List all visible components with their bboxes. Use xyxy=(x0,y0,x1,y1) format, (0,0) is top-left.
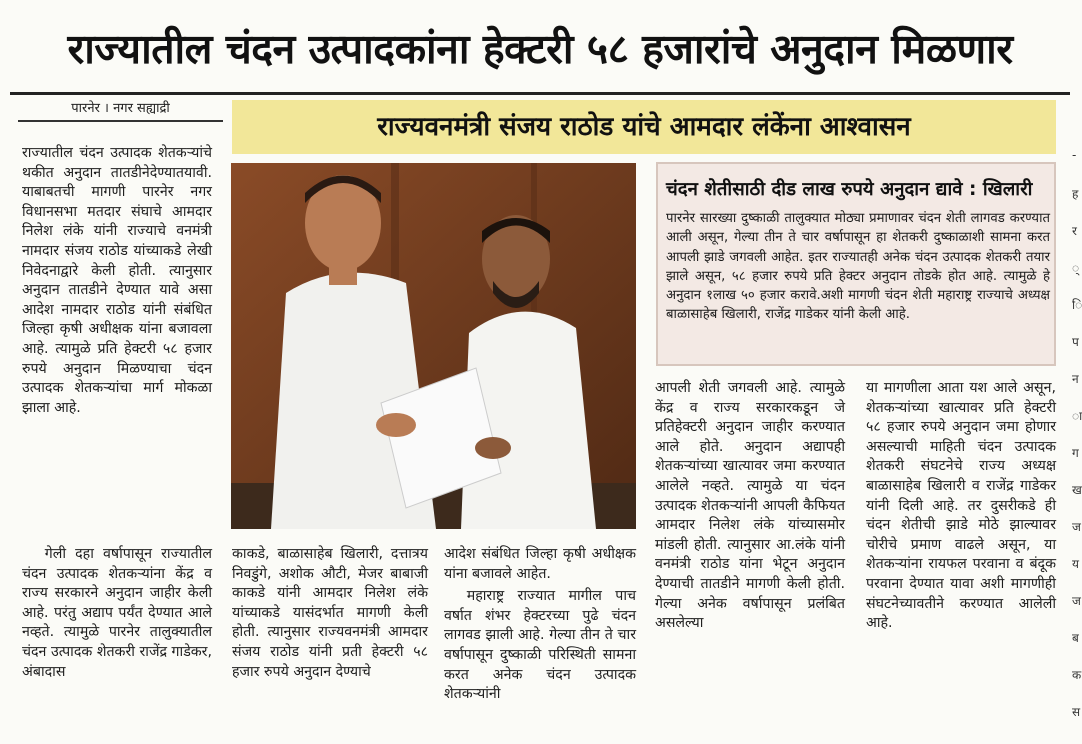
edge-fragment: स xyxy=(1072,705,1081,719)
sidebox-title: चंदन शेतीसाठी दीड लाख रुपये अनुदान द्यावे : खिलारी xyxy=(666,179,1033,200)
paragraph: राज्यातील चंदन उत्पादक शेतकऱ्यांचे थकीत अनुदान तातडीनेदेण्यातयावी. याबाबतची मागणी पारनेर नगर विधानसभा मतदार संघाचे आमदार निलेश लंके यांनी राज्याचे वनमंत्री नामदार संजय राठोड यांच्याकडे लेखी निवेदनाद्वारे केली होती. त्यानुसार अनुदान तातडीने देण्यात यावे असा आदेश नामदार राठोड यांनी संबंधित जिल्हा कृषी अधीक्षक यांना बजावला आहे. त्यामुळे प्रति हेक्टरी ५८ हजार रुपये अनुदान मिळण्याचा चंदन उत्पादक शेतकऱ्यांचा मार्ग मोकळा झाला आहे. xyxy=(22,145,212,416)
adjacent-article-edge xyxy=(1066,120,1080,744)
article-column-4 xyxy=(655,379,845,634)
photo-illustration xyxy=(231,163,636,529)
article-column-2 xyxy=(232,545,428,682)
article-column-1-continued xyxy=(22,542,212,682)
sidebox-body: पारनेर सारख्या दुष्काळी तालुक्यात मोठ्या प्रमाणावर चंदन शेती लागवड करण्यात आली असून, गेल्या तीन ते चार वर्षापासून हा शेतकरी दुष्काळाशी सामना करत आपली झाडे जगवली आहेत. इतर राज्यातही अनेक चंदन उत्पादक शेतकरी तयार झाले असून, ५८ हजार रुपये प्रति हेक्टर अनुदान तोडके होत आहे. त्यामुळे हे अनुदान १लाख ५० हजार करावे.अशी मागणी चंदन शेती महाराष्ट्र राज्याचे अध्यक्ष बाळासाहेब खिलारी, राजेंद्र गाडेकर यांनी केली आहे. xyxy=(666,211,1050,323)
edge-fragment: य xyxy=(1072,557,1079,571)
paragraph: महाराष्ट्र राज्यात मागील पाच वर्षात शंभर हेक्टरच्या पुढे चंदन लागवड झाली आहे. गेल्या तीन ते चार वर्षापासून दुष्काळी परिस्थिती सामना करत अनेक चंदन उत्पादक शेतकऱ्यांनी xyxy=(444,588,636,703)
byline-rule xyxy=(18,120,223,122)
edge-fragment: न xyxy=(1072,372,1079,386)
news-photo xyxy=(231,163,636,529)
article-column-1 xyxy=(22,144,212,418)
edge-fragment: ख xyxy=(1072,483,1082,497)
edge-fragment: ा xyxy=(1072,409,1082,423)
article-column-5 xyxy=(866,379,1056,634)
edge-fragment: ग xyxy=(1072,446,1079,460)
subheadline: राज्यवनमंत्री संजय राठोड यांचे आमदार लंकेंना आश्वासन xyxy=(232,100,1056,154)
paragraph: गेली दहा वर्षापासून राज्यातील चंदन उत्पादक शेतकऱ्यांना केंद्र व राज्य सरकारने अनुदान जाहीर केली आहे. परंतु अद्याप पर्यंत देण्यात आले नव्हते. त्यामुळे पारनेर तालुक्यातील चंदन उत्पादक शेतकरी राजेंद्र गाडेकर, अंबादास xyxy=(22,546,212,680)
headline: राज्यातील चंदन उत्पादकांना हेक्टरी ५८ हजारांचे अनुदान मिळणार xyxy=(67,25,1013,73)
article-column-3 xyxy=(444,545,636,705)
paragraph: आपली शेती जगवली आहे. त्यामुळे केंद्र व राज्य सरकारकडून जे प्रतिहेक्टरी अनुदान जाहीर करण्यात आले होते. अनुदान अद्यापही शेतकऱ्यांच्या खात्यावर जमा करण्यात आलेले नव्हते. त्यामुळे या चंदन उत्पादक शेतकऱ्यांनी आपली कैफियत आमदार निलेश लंके यांच्यासमोर मांडली होती. त्यानुसार आ.लंके यांनी वनमंत्री राठोड यांना भेटून अनुदान देण्याची तातडीने मागणी केली होती. गेल्या अनेक वर्षापासून प्रलंबित असलेल्या xyxy=(655,380,845,632)
headline-rule xyxy=(10,92,1070,95)
sidebox xyxy=(656,162,1056,366)
edge-fragment: क xyxy=(1072,668,1082,682)
edge-fragment: ि xyxy=(1072,298,1082,312)
edge-fragment: ज xyxy=(1072,594,1081,608)
paragraph: आदेश संबंधित जिल्हा कृषी अधीक्षक यांना बजावले आहेत. xyxy=(444,546,636,582)
edge-fragment: ह xyxy=(1072,187,1079,201)
edge-fragment: ् xyxy=(1072,261,1080,275)
edge-fragment: - xyxy=(1072,148,1077,162)
paragraph: काकडे, बाळासाहेब खिलारी, दत्तात्रय निवडुंगे, अशोक औटी, मेजर बाबाजी काकडे यांनी आमदार निलेश लंके यांच्याकडे यासंदर्भात मागणी केली होती. त्यानुसार राज्यवनमंत्री आमदार संजय राठोड यांनी प्रती हेक्टरी ५८ हजार रुपये अनुदान देण्याचे xyxy=(232,546,428,680)
edge-fragment: प xyxy=(1072,335,1079,349)
edge-fragment: ज xyxy=(1072,520,1081,534)
paragraph: या मागणीला आता यश आले असून, शेतकऱ्यांच्या खात्यावर प्रति हेक्टरी ५८ हजार रुपये अनुदान जमा होणार असल्याची माहिती चंदन उत्पादक शेतकरी संघटनेचे राज्य अध्यक्ष बाळासाहेब खिलारी व राजेंद्र गाडेकर यांनी दिली आहे. तर दुसरीकडे ही चंदन शेतीची झाडे मोठे झाल्यावर चोरीचे प्रमाण वाढले असून, या शेतकऱ्यांना रायफल परवाना व बंदूक परवाना देण्यात यावा अशी मागणीही संघटनेच्यावतीने करण्यात आलेली आहे. xyxy=(866,380,1056,632)
edge-fragment: र xyxy=(1072,224,1077,238)
edge-fragment: ब xyxy=(1072,631,1079,645)
byline: पारनेर । नगर सह्याद्री xyxy=(71,101,170,116)
